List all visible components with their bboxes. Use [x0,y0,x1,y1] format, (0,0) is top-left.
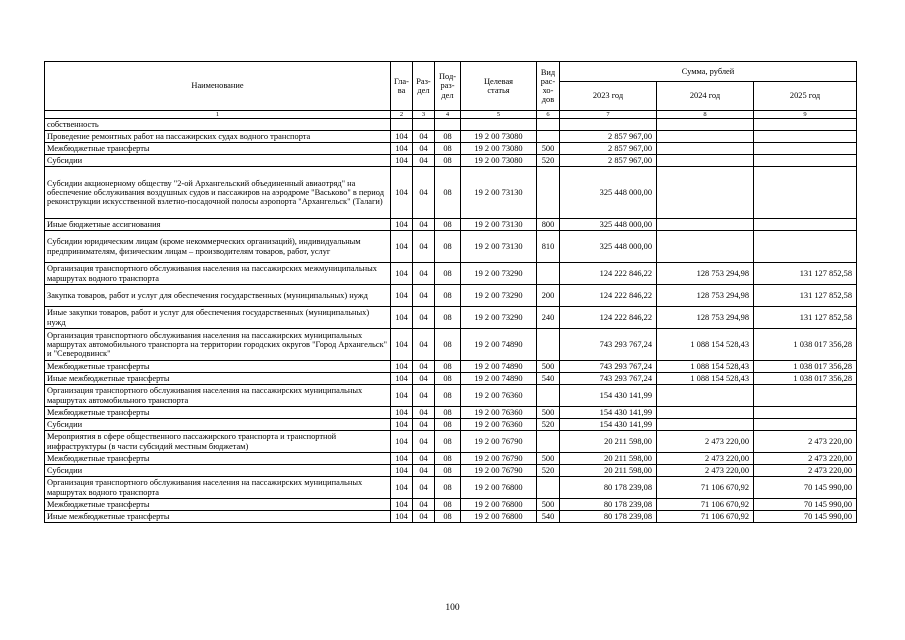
row-podrazdel: 08 [435,373,461,385]
row-expense-type: 500 [537,453,560,465]
row-expense-type: 810 [537,231,560,263]
column-index-cell: 7 [560,111,657,119]
row-sum-2023: 80 178 239,08 [560,499,657,511]
row-podrazdel: 08 [435,143,461,155]
row-sum-2023: 743 293 767,24 [560,373,657,385]
row-sum-2024 [657,419,754,431]
row-sum-2024 [657,155,754,167]
row-podrazdel: 08 [435,329,461,361]
row-razdel: 04 [413,477,435,499]
row-name: Организация транспортного обслуживания населения на пассажирских муниципальных маршрутах водного транспорта [45,477,391,499]
row-razdel: 04 [413,167,435,219]
row-podrazdel: 08 [435,419,461,431]
row-sum-2024 [657,167,754,219]
row-name: Субсидии акционерному обществу "2-ой Архангельский объединенный авиаотряд" на обеспечение обслуживания воздушных судов и пассажиров на аэродроме "Васьково" в период реконструкции искусственной взлетно-посадочной полосы аэропорта "Архангельск" (Талаги) [45,167,391,219]
row-podrazdel: 08 [435,167,461,219]
row-glava [391,119,413,131]
row-expense-type [537,329,560,361]
row-expense-type: 500 [537,407,560,419]
row-target-article: 19 2 00 76360 [461,385,537,407]
row-glava: 104 [391,167,413,219]
row-razdel: 04 [413,453,435,465]
row-expense-type: 520 [537,465,560,477]
row-glava: 104 [391,419,413,431]
row-sum-2025 [754,155,857,167]
row-name: Закупка товаров, работ и услуг для обеспечения государственных (муниципальных) нужд [45,285,391,307]
header-vid: Вид рас- хо- дов [537,62,560,111]
row-expense-type [537,131,560,143]
header-sum: Сумма, рублей [560,62,857,82]
row-name: Организация транспортного обслуживания населения на пассажирских межмуниципальных маршрутах водного транспорта [45,263,391,285]
row-razdel: 04 [413,307,435,329]
row-podrazdel: 08 [435,407,461,419]
row-sum-2024 [657,231,754,263]
row-name: Иные межбюджетные трансферты [45,511,391,523]
row-razdel: 04 [413,385,435,407]
row-glava: 104 [391,361,413,373]
row-sum-2025 [754,385,857,407]
row-sum-2024 [657,385,754,407]
row-sum-2023 [560,119,657,131]
table-row [45,143,857,155]
row-target-article: 19 2 00 74890 [461,361,537,373]
row-sum-2024: 128 753 294,98 [657,307,754,329]
row-name: Субсидии [45,419,391,431]
row-sum-2025: 2 473 220,00 [754,465,857,477]
row-sum-2023: 124 222 846,22 [560,285,657,307]
table-row [45,407,857,419]
row-name: Субсидии [45,465,391,477]
row-sum-2025 [754,231,857,263]
row-target-article: 19 2 00 73290 [461,263,537,285]
row-name: Субсидии юридическим лицам (кроме некоммерческих организаций), индивидуальным предпринимателям, физическим лицам – производителям товаров, работ, услуг [45,231,391,263]
row-name: Субсидии [45,155,391,167]
row-sum-2024: 128 753 294,98 [657,285,754,307]
row-podrazdel: 08 [435,499,461,511]
row-sum-2025: 1 038 017 356,28 [754,373,857,385]
row-glava: 104 [391,385,413,407]
row-podrazdel: 08 [435,477,461,499]
row-podrazdel: 08 [435,231,461,263]
row-target-article: 19 2 00 76790 [461,453,537,465]
row-expense-type: 520 [537,155,560,167]
row-name: Межбюджетные трансферты [45,143,391,155]
table-row [45,511,857,523]
row-target-article: 19 2 00 76790 [461,465,537,477]
row-sum-2023: 124 222 846,22 [560,307,657,329]
row-glava: 104 [391,431,413,453]
page-number: 100 [445,603,460,613]
row-name: Иные закупки товаров, работ и услуг для обеспечения государственных (муниципальных) нужд [45,307,391,329]
row-sum-2023: 325 448 000,00 [560,231,657,263]
row-glava: 104 [391,131,413,143]
row-sum-2023: 154 430 141,99 [560,419,657,431]
row-expense-type [537,119,560,131]
row-expense-type: 240 [537,307,560,329]
row-expense-type: 540 [537,511,560,523]
row-glava: 104 [391,453,413,465]
row-razdel: 04 [413,131,435,143]
row-sum-2024: 128 753 294,98 [657,263,754,285]
row-sum-2023: 80 178 239,08 [560,511,657,523]
row-podrazdel [435,119,461,131]
header-target: Целевая статья [461,62,537,111]
row-razdel: 04 [413,329,435,361]
row-sum-2024: 71 106 670,92 [657,511,754,523]
row-sum-2023: 124 222 846,22 [560,263,657,285]
row-target-article: 19 2 00 74890 [461,329,537,361]
row-razdel: 04 [413,231,435,263]
row-glava: 104 [391,511,413,523]
row-expense-type [537,167,560,219]
row-sum-2025: 70 145 990,00 [754,477,857,499]
table-row [45,329,857,361]
row-podrazdel: 08 [435,465,461,477]
row-target-article: 19 2 00 76800 [461,499,537,511]
row-sum-2024: 71 106 670,92 [657,499,754,511]
row-glava: 104 [391,263,413,285]
table-row [45,431,857,453]
row-podrazdel: 08 [435,511,461,523]
row-sum-2024 [657,219,754,231]
row-sum-2025: 1 038 017 356,28 [754,329,857,361]
row-sum-2025 [754,131,857,143]
row-podrazdel: 08 [435,263,461,285]
row-razdel: 04 [413,361,435,373]
budget-table [44,61,857,523]
table-row [45,385,857,407]
row-sum-2024: 2 473 220,00 [657,465,754,477]
row-razdel: 04 [413,285,435,307]
row-sum-2025: 131 127 852,58 [754,285,857,307]
row-target-article: 19 2 00 73290 [461,307,537,329]
row-name: Межбюджетные трансферты [45,407,391,419]
row-razdel: 04 [413,263,435,285]
row-razdel: 04 [413,431,435,453]
row-sum-2024: 1 088 154 528,43 [657,373,754,385]
column-index-cell: 1 [45,111,391,119]
row-glava: 104 [391,477,413,499]
row-sum-2023: 154 430 141,99 [560,407,657,419]
row-sum-2025: 2 473 220,00 [754,431,857,453]
column-index-cell: 6 [537,111,560,119]
column-index-cell: 3 [413,111,435,119]
row-sum-2025: 131 127 852,58 [754,263,857,285]
row-sum-2025: 131 127 852,58 [754,307,857,329]
row-sum-2023: 2 857 967,00 [560,143,657,155]
row-razdel: 04 [413,219,435,231]
row-sum-2024: 1 088 154 528,43 [657,329,754,361]
row-target-article: 19 2 00 73290 [461,285,537,307]
header-2025: 2025 год [754,82,857,111]
table-row [45,131,857,143]
row-sum-2023: 80 178 239,08 [560,477,657,499]
row-sum-2023: 20 211 598,00 [560,431,657,453]
table-row [45,453,857,465]
header-name: Наименование [45,62,391,111]
row-expense-type: 800 [537,219,560,231]
table-row [45,231,857,263]
row-name: Иные межбюджетные трансферты [45,373,391,385]
row-sum-2023: 154 430 141,99 [560,385,657,407]
row-expense-type [537,263,560,285]
row-glava: 104 [391,155,413,167]
row-podrazdel: 08 [435,155,461,167]
row-sum-2025: 1 038 017 356,28 [754,361,857,373]
row-sum-2023: 325 448 000,00 [560,167,657,219]
row-sum-2025 [754,419,857,431]
row-target-article [461,119,537,131]
row-sum-2024: 71 106 670,92 [657,477,754,499]
row-name: Межбюджетные трансферты [45,499,391,511]
table-row [45,219,857,231]
row-name: Межбюджетные трансферты [45,361,391,373]
row-target-article: 19 2 00 76800 [461,477,537,499]
row-glava: 104 [391,329,413,361]
row-sum-2025 [754,143,857,155]
table-row [45,419,857,431]
row-razdel: 04 [413,407,435,419]
row-sum-2024 [657,119,754,131]
row-name: Организация транспортного обслуживания населения на пассажирских муниципальных маршрутах автомобильного транспорта на территории городских округов "Город Архангельск" и "Северодвинск" [45,329,391,361]
row-podrazdel: 08 [435,453,461,465]
header-2023: 2023 год [560,82,657,111]
row-glava: 104 [391,373,413,385]
table-row [45,155,857,167]
table-row [45,373,857,385]
row-glava: 104 [391,143,413,155]
row-glava: 104 [391,219,413,231]
row-sum-2023: 325 448 000,00 [560,219,657,231]
row-podrazdel: 08 [435,307,461,329]
row-sum-2023: 2 857 967,00 [560,131,657,143]
row-sum-2023: 2 857 967,00 [560,155,657,167]
row-glava: 104 [391,499,413,511]
row-razdel: 04 [413,155,435,167]
column-index-cell: 5 [461,111,537,119]
row-podrazdel: 08 [435,385,461,407]
row-target-article: 19 2 00 73080 [461,131,537,143]
row-glava: 104 [391,231,413,263]
row-expense-type: 500 [537,361,560,373]
column-index-cell: 9 [754,111,857,119]
row-target-article: 19 2 00 73130 [461,231,537,263]
table-row [45,477,857,499]
row-podrazdel: 08 [435,285,461,307]
row-razdel [413,119,435,131]
row-glava: 104 [391,285,413,307]
row-razdel: 04 [413,419,435,431]
row-podrazdel: 08 [435,219,461,231]
row-target-article: 19 2 00 76360 [461,407,537,419]
row-name: Межбюджетные трансферты [45,453,391,465]
row-glava: 104 [391,407,413,419]
table-row [45,307,857,329]
table-row [45,167,857,219]
row-sum-2024 [657,131,754,143]
row-podrazdel: 08 [435,361,461,373]
table-row [45,263,857,285]
row-target-article: 19 2 00 76360 [461,419,537,431]
row-glava: 104 [391,307,413,329]
document-page [44,61,856,523]
header-podrazdel: Под- раз- дел [435,62,461,111]
row-expense-type [537,477,560,499]
row-sum-2024: 1 088 154 528,43 [657,361,754,373]
row-sum-2024 [657,143,754,155]
header-glava: Гла- ва [391,62,413,111]
row-name: Организация транспортного обслуживания населения на пассажирских муниципальных маршрутах автомобильного транспорта [45,385,391,407]
row-expense-type [537,385,560,407]
row-target-article: 19 2 00 74890 [461,373,537,385]
table-row [45,465,857,477]
row-podrazdel: 08 [435,431,461,453]
row-razdel: 04 [413,511,435,523]
row-sum-2025 [754,119,857,131]
column-index-row [45,111,857,119]
row-name: собственность [45,119,391,131]
header-razdel: Раз- дел [413,62,435,111]
table-row [45,119,857,131]
row-expense-type: 540 [537,373,560,385]
row-target-article: 19 2 00 73080 [461,143,537,155]
row-glava: 104 [391,465,413,477]
row-sum-2024: 2 473 220,00 [657,431,754,453]
row-sum-2024 [657,407,754,419]
row-sum-2025 [754,407,857,419]
table-row [45,499,857,511]
row-sum-2025: 70 145 990,00 [754,511,857,523]
row-expense-type: 200 [537,285,560,307]
row-target-article: 19 2 00 73080 [461,155,537,167]
row-razdel: 04 [413,143,435,155]
row-name: Проведение ремонтных работ на пассажирских судах водного транспорта [45,131,391,143]
row-podrazdel: 08 [435,131,461,143]
row-name: Иные бюджетные ассигнования [45,219,391,231]
row-sum-2025 [754,167,857,219]
row-sum-2023: 743 293 767,24 [560,361,657,373]
row-sum-2023: 20 211 598,00 [560,453,657,465]
table-row [45,285,857,307]
row-expense-type: 500 [537,499,560,511]
row-target-article: 19 2 00 73130 [461,167,537,219]
row-sum-2023: 743 293 767,24 [560,329,657,361]
row-target-article: 19 2 00 73130 [461,219,537,231]
column-index-cell: 4 [435,111,461,119]
row-razdel: 04 [413,465,435,477]
row-sum-2025: 70 145 990,00 [754,499,857,511]
row-expense-type [537,431,560,453]
column-index-cell: 2 [391,111,413,119]
row-name: Мероприятия в сфере общественного пассажирского транспорта и транспортной инфраструктуры (в части субсидий местным бюджетам) [45,431,391,453]
row-sum-2024: 2 473 220,00 [657,453,754,465]
row-target-article: 19 2 00 76790 [461,431,537,453]
row-sum-2023: 20 211 598,00 [560,465,657,477]
row-razdel: 04 [413,373,435,385]
table-row [45,361,857,373]
row-sum-2025 [754,219,857,231]
row-sum-2025: 2 473 220,00 [754,453,857,465]
row-expense-type: 520 [537,419,560,431]
row-target-article: 19 2 00 76800 [461,511,537,523]
header-2024: 2024 год [657,82,754,111]
column-index-cell: 8 [657,111,754,119]
row-expense-type: 500 [537,143,560,155]
row-razdel: 04 [413,499,435,511]
